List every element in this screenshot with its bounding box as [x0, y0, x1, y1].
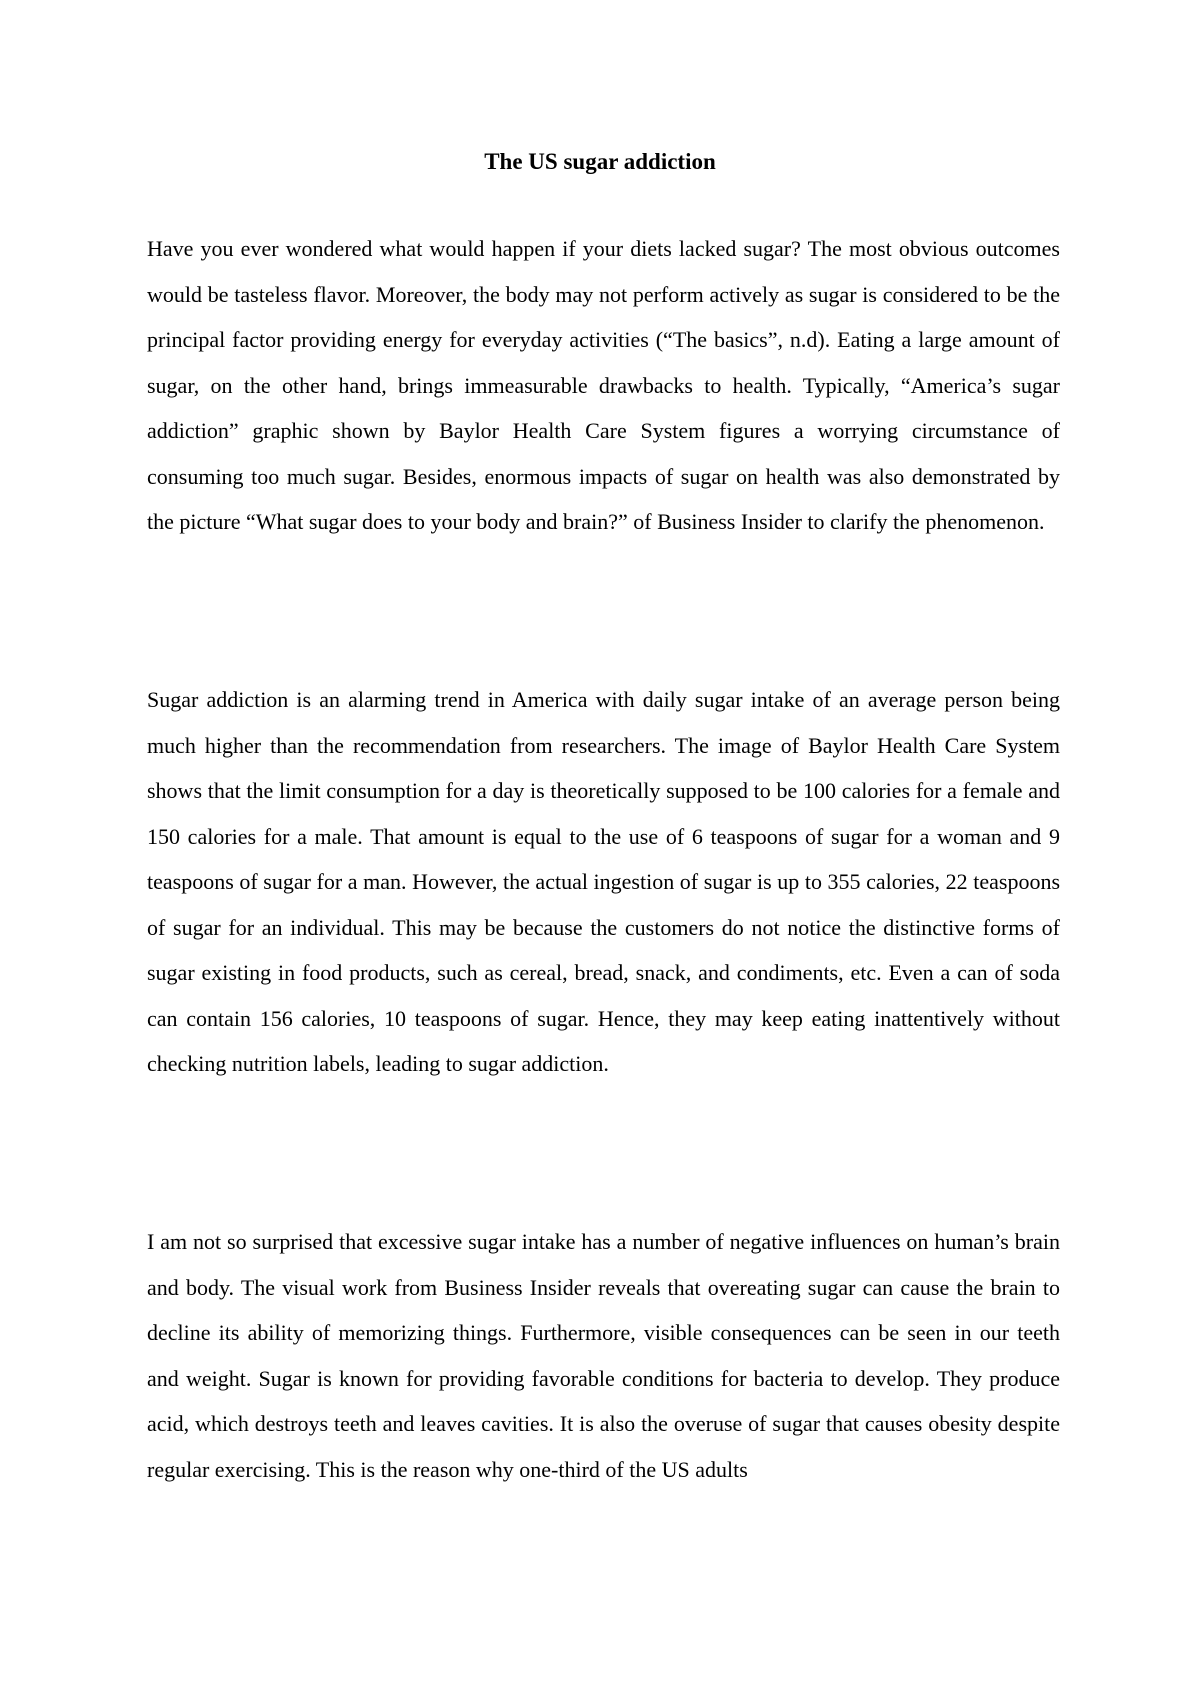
- paragraph-health-effects: I am not so surprised that excessive sugar intake has a number of negative influences on human’s brain and body. The visual work from Business Insider reveals that overeating sugar can cause the brain to decline its ability of memorizing things. Furthermore, visible consequences can be seen in our teeth and weight. Sugar is known for providing favorable conditions for bacteria to develop. They produce acid, which destroys teeth and leaves cavities. It is also the overuse of sugar that causes obesity despite regular exercising. This is the reason why one-third of the US adults: [147, 1229, 1060, 1482]
- paragraph-introduction: Have you ever wondered what would happen if your diets lacked sugar? The most obvious outcomes would be tasteless flavor. Moreover, the body may not perform actively as sugar is considered to be the principal factor providing energy for everyday activities (“The basics”, n.d). Eating a large amount of sugar, on the other hand, brings immeasurable drawbacks to health. Typically, “America’s sugar addiction” graphic shown by Baylor Health Care System figures a worrying circumstance of consuming too much sugar. Besides, enormous impacts of sugar on health was also demonstrated by the picture “What sugar does to your body and brain?” of Business Insider to clarify the phenomenon.: [147, 236, 1060, 534]
- paragraph-sugar-addiction-trend: Sugar addiction is an alarming trend in America with daily sugar intake of an average person being much higher than the recommendation from researchers. The image of Baylor Health Care System shows that the limit consumption for a day is theoretically supposed to be 100 calories for a female and 150 calories for a male. That amount is equal to the use of 6 teaspoons of sugar for a woman and 9 teaspoons of sugar for a man. However, the actual ingestion of sugar is up to 355 calories, 22 teaspoons of sugar for an individual. This may be because the customers do not notice the distinctive forms of sugar existing in food products, such as cereal, bread, snack, and condiments, etc. Even a can of soda can contain 156 calories, 10 teaspoons of sugar. Hence, they may keep eating inattentively without checking nutrition labels, leading to sugar addiction.: [147, 687, 1060, 1076]
- document-title: The US sugar addiction: [484, 149, 716, 174]
